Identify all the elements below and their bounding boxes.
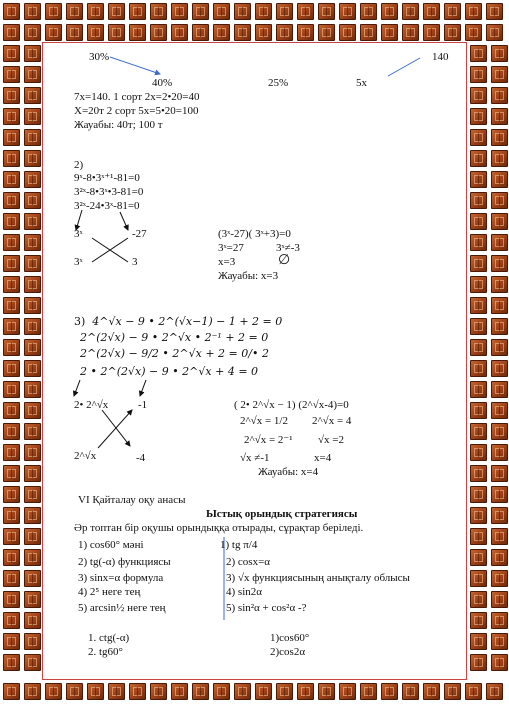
p3-answer: Жауабы: x=4 <box>258 466 319 478</box>
pct-40: 40% <box>152 77 173 89</box>
section-heading: VI Қайталау оқу анасы <box>78 494 186 506</box>
p3-sol2a: 2^√x = 1/2 <box>240 415 288 427</box>
empty-set-symbol: ∅ <box>278 253 291 268</box>
p3-cross-br: -4 <box>136 452 146 464</box>
p2-sol2b: 3ˣ≠-3 <box>276 242 300 254</box>
p3-cross-tr: -1 <box>138 399 148 411</box>
p3-sol4b: x=4 <box>314 452 332 464</box>
question-left-2: 2) tg(-α) функциясы <box>78 556 171 568</box>
label-5x: 5x <box>356 77 367 89</box>
p2-label: 2) <box>74 159 84 171</box>
p2-cross-tr: -27 <box>132 228 147 240</box>
strategy-title: Ыстық орындық стратегиясы <box>206 508 358 520</box>
num-140: 140 <box>432 51 449 63</box>
p3-eq4: 2 • 2^(2√x) − 9 • 2^√x + 4 = 0 <box>80 365 259 378</box>
p3-sol3a: 2^√x = 2⁻¹ <box>244 434 293 446</box>
p3-eq2: 2^(2√x) − 9 • 2^√x • 2⁻¹ + 2 = 0 <box>80 331 269 344</box>
question-left-3: 3) sinx=α формула <box>78 572 164 584</box>
question-left-5: 5) arcsin½ неге тең <box>78 602 166 614</box>
p3-eq3: 2^(2√x) − 9/2 • 2^√x + 2 = 0/• 2 <box>80 347 269 360</box>
p2-answer: Жауабы: x=3 <box>218 270 279 282</box>
p3-sol3b: √x =2 <box>318 434 344 446</box>
p2-sol1: (3ˣ-27)( 3ˣ+3)=0 <box>218 228 291 240</box>
p2-cross-tl: 3ˣ <box>74 228 83 240</box>
bottom-left-2: 2. tg60° <box>88 646 123 658</box>
p3-cross-bl: 2^√x <box>74 450 97 462</box>
p2-sol3: x=3 <box>218 256 236 268</box>
p1-answer: Жауабы: 40т; 100 т <box>74 119 163 131</box>
p3-cross-tl: 2• 2^√x <box>74 399 109 411</box>
arrow-p3-b <box>140 380 146 396</box>
p3-sol2b: 2^√x = 4 <box>312 415 352 427</box>
p3-sol4a: √x ≠-1 <box>240 452 270 464</box>
p2-eq1: 9ˣ-8•3ˣ⁺¹-81=0 <box>74 172 140 184</box>
question-left-4: 4) 2⁵ неге тең <box>78 586 141 598</box>
question-right-4: 4) sin2α <box>226 586 263 598</box>
p2-sol2a: 3ˣ=27 <box>218 242 244 254</box>
arrow-30-to-40 <box>110 57 160 74</box>
arrow-p3-a <box>74 380 80 396</box>
bottom-left-1: 1. ctg(-α) <box>88 632 130 644</box>
question-left-1: 1) cos60° мәні <box>78 539 144 551</box>
arrow-p2-b <box>120 212 128 230</box>
p3-sol1: ( 2• 2^√x − 1) (2^√x-4)=0 <box>234 399 349 411</box>
question-right-3: 3) √x функциясының анықталу облысы <box>226 572 410 584</box>
question-right-5: 5) sin²α + cos²α -? <box>226 602 307 614</box>
question-right-2: 2) cosx=α <box>226 556 271 568</box>
pct-30: 30% <box>89 51 110 63</box>
p1-line2: X=20т 2 сорт 5x=5•20=100 <box>74 105 199 117</box>
p2-eq2: 3²ˣ-8•3ˣ•3-81=0 <box>74 186 144 198</box>
bottom-right-2: 2)cos2α <box>270 646 306 658</box>
question-right-1: 1) tg π/4 <box>220 539 258 551</box>
p3-label: 3) <box>74 315 86 328</box>
p2-eq3: 3²ˣ-24•3ˣ-81=0 <box>74 200 140 212</box>
strategy-intro: Әр топтан бір оқушы орындыққа отырады, сұрақтар беріледі. <box>74 522 364 534</box>
line-140-to-5x <box>388 58 420 76</box>
pct-25: 25% <box>268 77 289 89</box>
p2-cross-br: 3 <box>132 256 138 268</box>
bottom-right-1: 1)cos60° <box>270 632 310 644</box>
p1-line1: 7x=140. 1 сорт 2x=2•20=40 <box>74 91 200 103</box>
p3-label-eq1 <box>74 315 282 328</box>
arrow-p2-a <box>76 210 82 230</box>
p2-cross-bl: 3ˣ <box>74 256 83 268</box>
p3-eq1: 4^√x − 9 • 2^(√x−1) − 1 + 2 = 0 <box>92 315 283 328</box>
